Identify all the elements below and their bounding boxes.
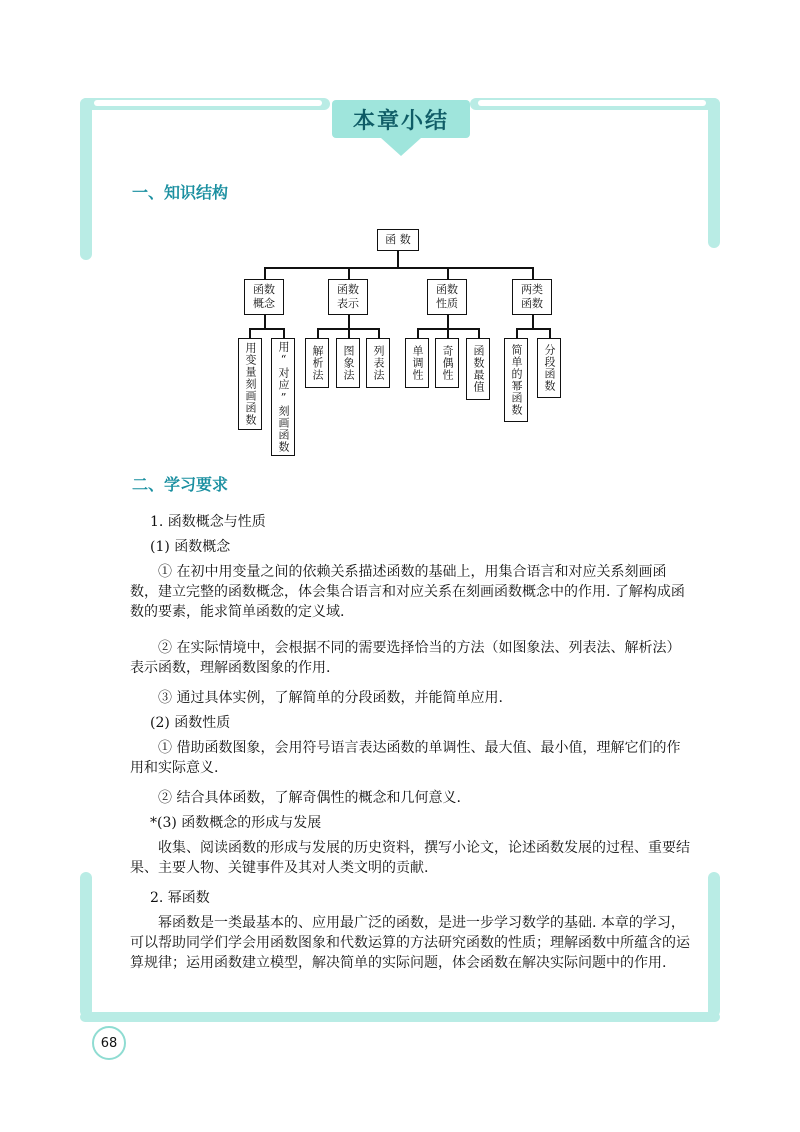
tree-line bbox=[348, 328, 350, 338]
tree-node-two-kinds: 两类函数 bbox=[512, 279, 552, 315]
subheading-function-properties: (2) 函数性质 bbox=[150, 715, 231, 731]
paragraph: ① 借助函数图象，会用符号语言表达函数的单调性、最大值、最小值，理解它们的作用和实际意义. bbox=[130, 740, 681, 776]
tree-leaf: 图象法 bbox=[336, 338, 360, 388]
page-number: 68 bbox=[92, 1026, 126, 1060]
tree-line bbox=[283, 328, 285, 338]
tree-node-representation: 函数表示 bbox=[328, 279, 368, 315]
tree-line bbox=[249, 328, 284, 330]
tree-line bbox=[317, 328, 319, 338]
subheading-power-functions: 2. 幂函数 bbox=[150, 890, 210, 906]
tree-root: 函 数 bbox=[377, 229, 419, 251]
tree-line bbox=[516, 328, 518, 338]
section-knowledge-structure: 一、知识结构 bbox=[132, 183, 229, 202]
tree-line bbox=[532, 267, 534, 279]
paragraph: ② 结合具体函数，了解奇偶性的概念和几何意义. bbox=[158, 790, 461, 806]
tree-line bbox=[447, 315, 449, 329]
paragraph: 幂函数是一类最基本的、应用最广泛的函数，是进一步学习数学的基础. 本章的学习，可以帮助同学们学会用函数图象和代数运算的方法研究函数的性质；理解函数中所蕴含的运算规律；运用函数建立模型，解决简单的实际问题，体会函数在解决实际问题中的作用. bbox=[130, 915, 690, 971]
frame-left-lower bbox=[80, 872, 92, 1017]
frame-bottom bbox=[80, 1012, 720, 1022]
tree-line bbox=[348, 267, 350, 279]
tree-line bbox=[516, 328, 550, 330]
subheading-history: *(3) 函数概念的形成与发展 bbox=[150, 815, 322, 831]
tree-leaf: 单调性 bbox=[405, 338, 429, 388]
tree-line bbox=[264, 315, 266, 329]
tree-line bbox=[249, 328, 251, 338]
tree-line bbox=[417, 328, 419, 338]
knowledge-tree bbox=[0, 0, 800, 460]
chapter-title: 本章小结 bbox=[332, 100, 470, 138]
paragraph: ② 在实际情境中，会根据不同的需要选择恰当的方法（如图象法、列表法、解析法）表示函数，理解函数图象的作用. bbox=[130, 640, 681, 676]
tree-line bbox=[264, 267, 266, 279]
paragraph: ① 在初中用变量之间的依赖关系描述函数的基础上，用集合语言和对应关系刻画函数，建立完整的函数概念，体会集合语言和对应关系在刻画函数概念中的作用. 了解构成函数的要素，能求简单函数的定义域. bbox=[130, 564, 685, 620]
tree-line bbox=[264, 267, 533, 269]
tree-line bbox=[549, 328, 551, 338]
tree-line bbox=[532, 315, 534, 329]
tree-leaf: 简单的幂函数 bbox=[504, 338, 528, 422]
tree-leaf: 分段函数 bbox=[537, 338, 561, 398]
section-learning-requirements: 二、学习要求 bbox=[132, 475, 229, 494]
tree-node-properties: 函数性质 bbox=[427, 279, 467, 315]
tree-line bbox=[447, 267, 449, 279]
tree-leaf: 函数最值 bbox=[466, 338, 490, 400]
subheading-function-concept: (1) 函数概念 bbox=[150, 539, 231, 555]
tree-leaf: 用“对应”刻画函数 bbox=[271, 338, 295, 456]
tree-line bbox=[348, 315, 350, 329]
paragraph: ③ 通过具体实例，了解简单的分段函数，并能简单应用. bbox=[158, 690, 503, 706]
tree-line bbox=[478, 328, 480, 338]
tree-line bbox=[397, 251, 399, 268]
tree-leaf: 用变量刻画函数 bbox=[238, 338, 262, 430]
tree-leaf: 列表法 bbox=[366, 338, 390, 388]
paragraph: 收集、阅读函数的形成与发展的历史资料，撰写小论文，论述函数发展的过程、重要结果、主要人物、关键事件及其对人类文明的贡献. bbox=[130, 840, 690, 876]
subheading-concept-properties: 1. 函数概念与性质 bbox=[150, 514, 266, 530]
tree-leaf: 解析法 bbox=[305, 338, 329, 388]
tree-line bbox=[447, 328, 449, 338]
tree-node-concept: 函数概念 bbox=[244, 279, 284, 315]
tree-line bbox=[378, 328, 380, 338]
tree-leaf: 奇偶性 bbox=[435, 338, 459, 388]
